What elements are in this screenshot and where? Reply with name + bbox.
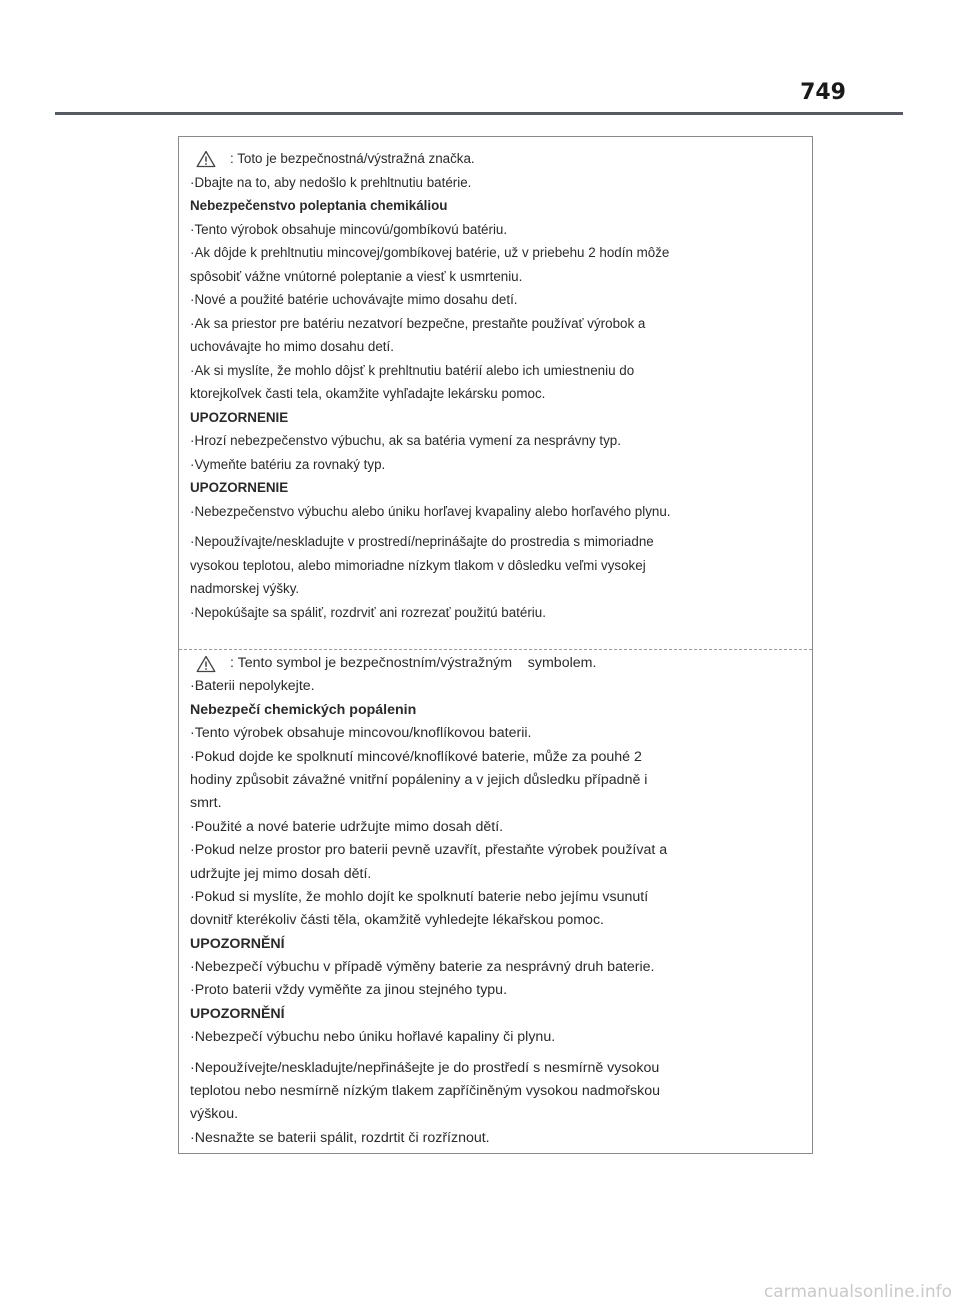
warning-symbol-row — [190, 652, 802, 675]
warning-triangle-icon — [196, 150, 216, 168]
section-heading: Nebezpečenstvo poleptania chemikáliou — [190, 198, 448, 213]
text-line: výškou. — [190, 1106, 239, 1123]
header-rule — [55, 112, 903, 115]
text-line: ·Vymeňte batériu za rovnaký typ. — [190, 456, 386, 472]
warning-triangle-icon — [196, 655, 216, 673]
text-line: hodiny způsobit závažné vnitřní popáleniny a v jejich důsledku případně i — [190, 771, 648, 788]
text-line: ·Tento výrobek obsahuje mincovou/knoflíkovou baterii. — [190, 725, 532, 742]
warning-symbol-text: : Toto je bezpečnostná/výstražná značka. — [230, 151, 475, 166]
section-heading: Nebezpečí chemických popálenin — [190, 701, 417, 718]
text-line: ·Nepoužívajte/neskladujte v prostredí/neprinášajte do prostredia s mimoriadne — [190, 534, 654, 549]
text-line: ·Dbajte na to, aby nedošlo k prehltnutiu batérie. — [190, 174, 472, 190]
battery-warning-box — [178, 136, 813, 1154]
section-slovak — [179, 137, 812, 650]
warning-symbol-row — [190, 147, 802, 171]
text-line: vysokou teplotou, alebo mimoriadne nízkym tlakom v dôsledku veľmi vysokej — [190, 557, 646, 573]
section-heading: UPOZORNENIE — [190, 409, 289, 425]
text-line: ·Hrozí nebezpečenstvo výbuchu, ak sa batéria vymení za nesprávny typ. — [190, 433, 621, 448]
text-line: ·Nesnažte se baterii spálit, rozdrtit či rozříznout. — [190, 1129, 490, 1146]
text-line: ·Nebezpečí výbuchu v případě výměny baterie za nesprávný druh baterie. — [190, 959, 655, 976]
text-line: ·Nepoužívejte/neskladujte/nepřinášejte je do prostředí s nesmírně vysokou — [190, 1059, 660, 1076]
section-czech — [179, 650, 812, 1153]
text-line: ·Nepokúšajte sa spáliť, rozdrviť ani rozrezať použitú batériu. — [190, 604, 546, 620]
text-line: teplotou nebo nesmírně nízkým tlakem zapříčiněným vysokou nadmořskou — [190, 1083, 660, 1100]
text-line: dovnitř kterékoliv části těla, okamžitě vyhledejte lékařskou pomoc. — [190, 912, 604, 929]
text-line: spôsobiť vážne vnútorné poleptanie a viesť k usmrteniu. — [190, 268, 523, 284]
text-line: ·Ak si myslíte, že mohlo dôjsť k prehltnutiu batérií alebo ich umiestneniu do — [190, 362, 635, 378]
text-line: ·Nebezpečenstvo výbuchu alebo úniku horľavej kvapaliny alebo horľavého plynu. — [190, 503, 671, 519]
text-line: ·Nové a použité batérie uchovávajte mimo dosahu detí. — [190, 292, 518, 307]
text-line: ·Pokud si myslíte, že mohlo dojít ke spolknutí baterie nebo jejímu vsunutí — [190, 888, 649, 905]
text-line: smrt. — [190, 795, 222, 812]
text-line: ·Ak dôjde k prehltnutiu mincovej/gombíkovej batérie, už v priebehu 2 hodín môže — [190, 245, 670, 260]
warning-symbol-text: : Tento symbol je bezpečnostním/výstražným symbolem. — [230, 655, 597, 671]
text-line: ·Použité a nové baterie udržujte mimo dosah dětí. — [190, 818, 504, 835]
text-line: ·Baterii nepolykejte. — [190, 678, 315, 695]
section-heading: UPOZORNĚNÍ — [190, 935, 285, 952]
text-line: ·Pokud dojde ke spolknutí mincové/knoflíkové baterie, může za pouhé 2 — [190, 748, 642, 765]
text-line: ktorejkoľvek časti tela, okamžite vyhľadajte lekársku pomoc. — [190, 386, 546, 401]
text-line: ·Proto baterii vždy vyměňte za jinou stejného typu. — [190, 982, 508, 999]
text-line: udržujte jej mimo dosah dětí. — [190, 865, 372, 882]
text-line: ·Pokud nelze prostor pro baterii pevně uzavřít, přestaňte výrobek používat a — [190, 842, 668, 859]
section-heading: UPOZORNĚNÍ — [190, 1005, 285, 1022]
watermark: carmanualsonline.info — [763, 1282, 952, 1302]
text-line: uchovávajte ho mimo dosahu detí. — [190, 339, 394, 354]
text-line: ·Tento výrobok obsahuje mincovú/gombíkovú batériu. — [190, 221, 508, 237]
section-heading: UPOZORNENIE — [190, 480, 289, 495]
page-number: 749 — [800, 80, 846, 105]
text-line: ·Nebezpečí výbuchu nebo úniku hořlavé kapaliny či plynu. — [190, 1029, 556, 1046]
text-line: ·Ak sa priestor pre batériu nezatvorí bezpečne, prestaňte používať výrobok a — [190, 315, 646, 331]
text-line: nadmorskej výšky. — [190, 581, 300, 596]
